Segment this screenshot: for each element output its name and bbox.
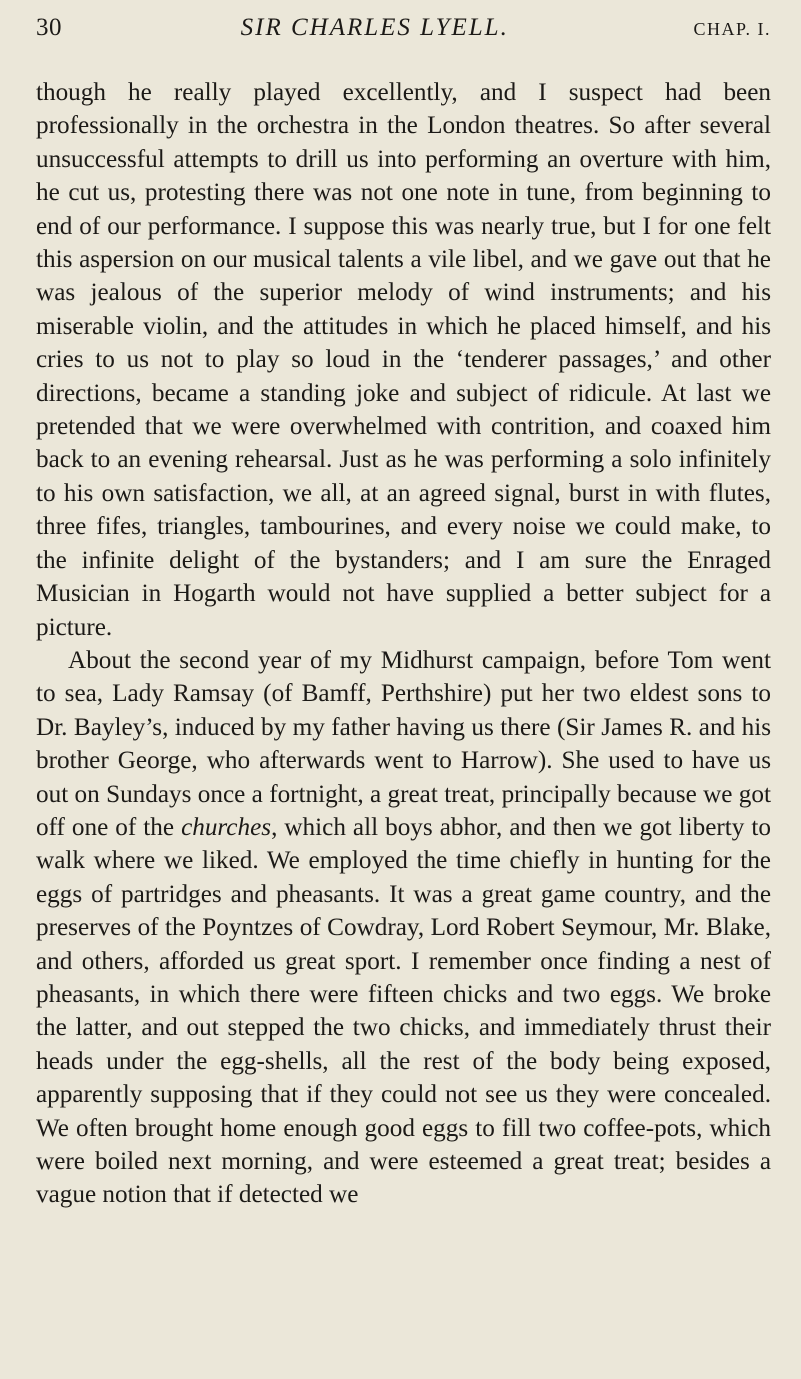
- paragraph-text-end: , which all boys abhor, and then we got liberty to walk where we liked. We employed the time chiefly in hunting for the eggs of partridges and pheasants. It was a great game country, and the preserves of the Poyntzes of Cowdray, Lord Robert Seymour, Mr. Blake, and others, afforded us great sport. I remember once finding a nest of pheasants, in which there were fifteen chicks and two eggs. We broke the latter, and out stepped the two chicks, and immediately thrust their heads under the egg-shells, all the rest of the body being exposed, apparently supposing that if they could not see us they were concealed. We often brought home enough good eggs to fill two coffee-pots, which were boiled next morning, and were esteemed a great treat; besides a vague notion that if detected we: [36, 813, 771, 1209]
- body-text: [36, 76, 771, 1212]
- paragraph: [36, 644, 771, 1212]
- paragraph-text: though he really played excellently, and I suspect had been professionally in the orchestra in the London theatres. So after several unsuccessful attempts to drill us into performing an overture with him, he cut us, protesting there was not one note in tune, from beginning to end of our performance. I suppose this was nearly true, but I for one felt this aspersion on our musical talents a vile libel, and we gave out that he was jealous of the superior melody of wind instruments; and his miserable violin, and the attitudes in which he placed himself, and his cries to us not to play so loud in the ‘tenderer passages,’ and other directions, became a standing joke and subject of ridicule. At last we pretended that we were overwhelmed with contrition, and coaxed him back to an evening rehearsal. Just as he was performing a solo infinitely to his own satisfaction, we all, at an agreed signal, burst in with flutes, three fifes, triangles, tambourines, and every noise we could make, to the infinite delight of the bystanders; and I am sure the Enraged Musician in Hogarth would not have supplied a better subject for a picture.: [36, 79, 771, 641]
- page-number: 30: [36, 14, 62, 41]
- paragraph-text-start: About the second year of my Midhurst campaign, before Tom went to sea, Lady Ramsay (of Bamff, Perthshire) put her two eldest sons to Dr. Bayley’s, induced by my father having us there (Sir James R. and his brother George, who afterwards went to Harrow). She used to have us out on Sundays once a fortnight, a great treat, principally because we got off one of the: [36, 646, 771, 841]
- italic-word: churches: [181, 813, 272, 841]
- chapter-label: CHAP. I.: [693, 19, 771, 39]
- paragraph-continued: [36, 76, 771, 644]
- running-head: [36, 14, 771, 66]
- running-title: SIR CHARLES LYELL.: [240, 14, 509, 41]
